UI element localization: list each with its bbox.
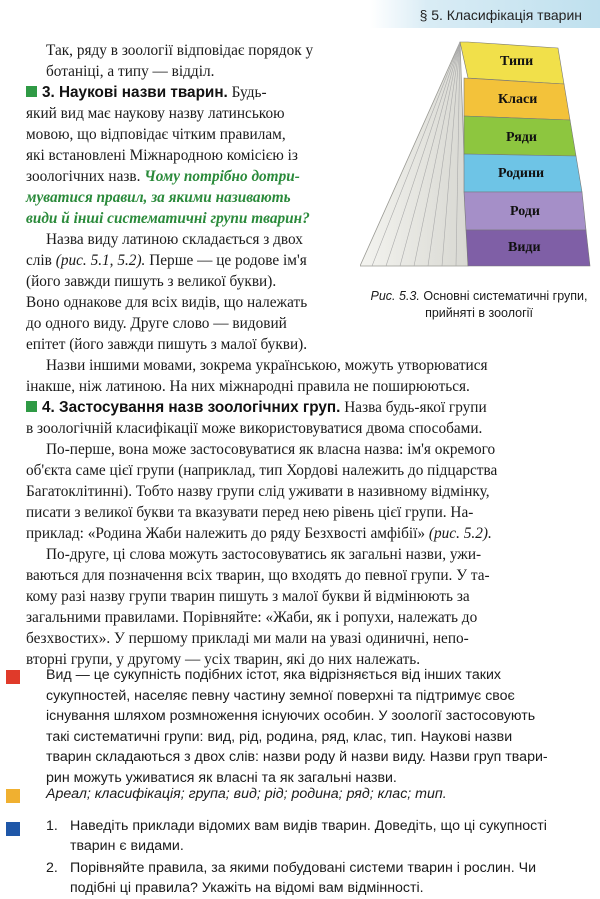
first-usage-paragraph: По-перше, вона може застосовуватися як власна назва: ім'я окремого об'єкта саме цієї групи (наприклад, тип Хордові належить до підцарства Багатоклітинні). Тобто назву групи слід уживати в називному відмінку, писати з великої букви та вказувати перед нею рівень цієї групи. На- приклад: «Родина Жаби належить до ряду Безхвості амфібії» (рис. 5.2). (26, 441, 498, 542)
task-1-number: 1. (46, 818, 58, 834)
label-orders: Ряди (506, 130, 537, 145)
taxonomy-pyramid-figure (360, 34, 592, 282)
header-title: § 5. Класифікація тварин (419, 7, 582, 23)
label-classes: Класи (498, 92, 538, 107)
figure-caption-text: Основні систематичні групи, прийняті в зоології (423, 289, 588, 320)
task-2-line-1: Порівняйте правила, за якими побудовані системи тварин і рослин. Чи (70, 860, 536, 876)
section-4-heading: 4. Застосування назв зоологічних груп. (42, 399, 341, 416)
label-species: Види (508, 240, 541, 255)
second-usage-paragraph: По-друге, ці слова можуть застосовуватись як загальні назви, ужи- ваються для позначення всіх тварин, що входять до певної групи. У та- кому разі назву групи тварин пишуть з малої букви й відмінюють за загальними правилами. Порівняйте: «Жаби, як і ропухи, належать до безхвостих». У першому прикладі ми мали на увазі одиничні, непо- вторні групи, у другому — усіх тварин, які до них належать. (26, 546, 490, 668)
summary-marker-icon (6, 670, 20, 684)
figure-caption-ref: Рис. 5.3. (370, 289, 420, 303)
section-marker-icon (26, 401, 37, 412)
intro-paragraph: Так, ряду в зоології відповідає порядок у ботаніці, а типу — відділ. (46, 42, 314, 80)
figure-caption (366, 288, 592, 322)
task-2-line-2: подібні ці правила? Укажіть на відомі вам відмінності. (70, 880, 424, 896)
task-2-number: 2. (46, 860, 58, 876)
latin-name-paragraph: Назва виду латиною складається з двох слів (рис. 5.1, 5.2). Перше — це родове ім'я (його завжди пишуть з великої букви). Воно однакове для всіх видів, що належать до одного виду. Друге слово — видовий епітет (його завжди пишуть з малої букви). (26, 231, 308, 353)
task-1-line-1: Наведіть приклади відомих вам видів тварин. Доведіть, що ці сукупності (70, 818, 547, 834)
page-header (0, 0, 600, 30)
label-families: Родини (498, 166, 545, 181)
task-1-line-2: тварин є видами. (70, 838, 184, 854)
tasks-list (0, 816, 600, 896)
section-3-heading: 3. Наукові назви тварин. (42, 84, 228, 101)
section-marker-icon (26, 86, 37, 97)
summary-block: Вид — це сукупність подібних істот, яка відрізняється від інших таких сукупностей, населяє певну частину земної поверхні та підтримує своє існування шляхом розмноження існуючих особин. У зоології застосовують такі систематичні групи: вид, рід, родина, ряд, клас, тип. Наукові назви тварин складаються з двох слів: назви роду й назви виду. Назви груп твари- рин можуть уживатися як власні та як загальні назви. (46, 667, 548, 786)
label-genera: Роди (510, 204, 540, 219)
other-languages-paragraph: Назви іншими мовами, зокрема українською, можуть утворюватися інакше, ніж латиною. На них міжнародні правила не поширюються. (26, 357, 488, 395)
section-4: 4. Застосування назв зоологічних груп. Назва будь-якої групи в зоологічній класифікації може використовуватися двома способами. (26, 399, 487, 437)
label-types: Типи (500, 54, 534, 69)
keywords-line: Ареал; класифікація; група; вид; рід; родина; ряд; клас; тип. (46, 786, 447, 802)
pyramid-graphic (360, 34, 592, 282)
keywords-marker-icon (6, 789, 20, 803)
section-3: 3. Наукові назви тварин. Будь- який вид має наукову назву латинською мовою, що відповідає чітким правилам, які встановлені Міжнародною комісією із зоологічних назв. Чому потрібно дотри- муватися правил, за якими називають види й інші систематичні групи тварин? (26, 84, 310, 227)
